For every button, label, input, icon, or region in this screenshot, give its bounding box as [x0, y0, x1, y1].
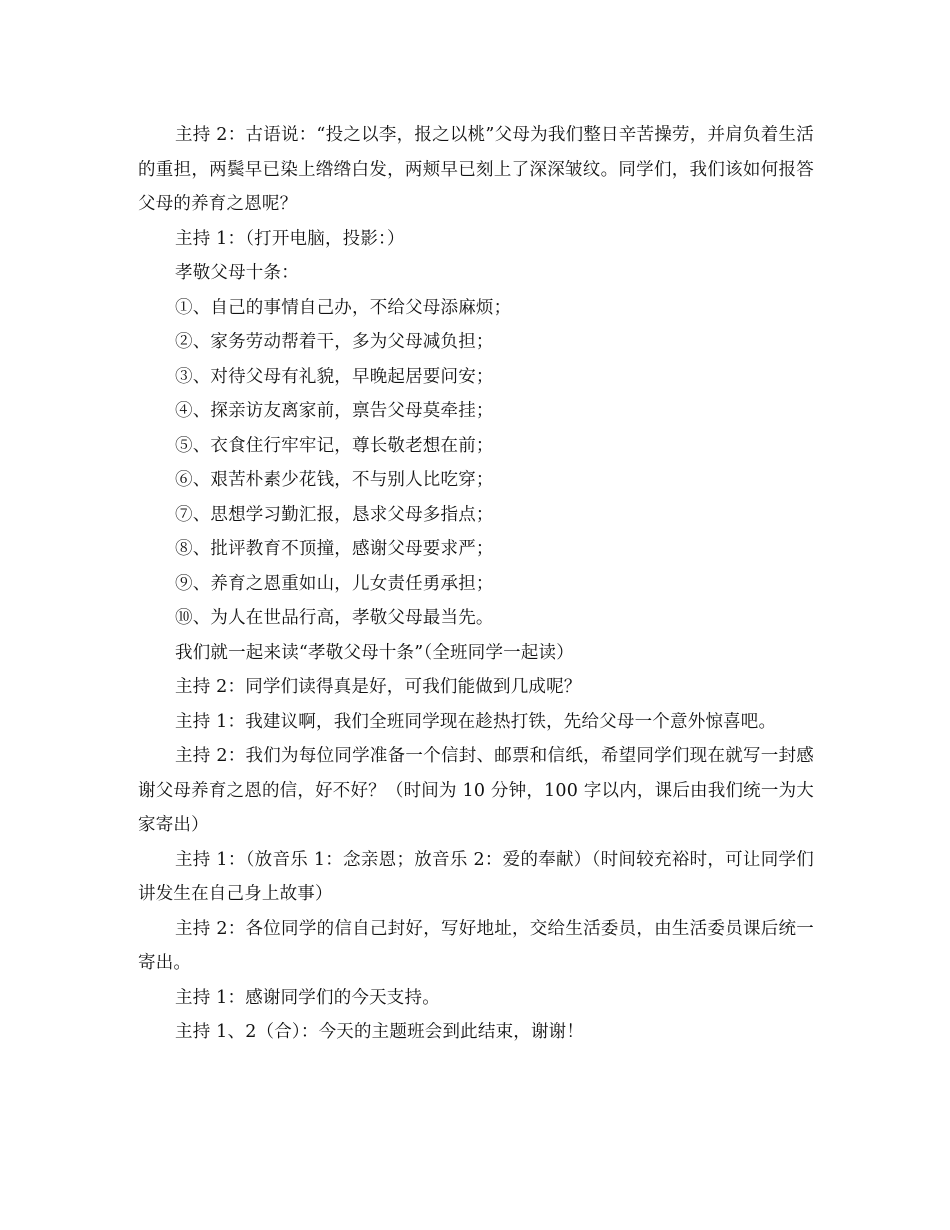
paragraph-host2-proverb: 主持 2：古语说：“投之以李，报之以桃”父母为我们整日辛苦操劳，并肩负着生活的重担，两鬓早已染上绺绺白发，两颊早已刻上了深深皱纹。同学们，我们该如何报答父母的养育之恩呢？ [138, 125, 814, 214]
list-item-2: ②、家务劳动帮着干，多为父母减负担； [175, 332, 494, 352]
list-item-3: ③、对待父母有礼貌，早晚起居要问安； [175, 366, 494, 387]
list-item-4: ④、探亲访友离家前，禀告父母莫牵挂； [175, 401, 494, 421]
paragraph-host1-thanks: 主持 1：感谢同学们的今天支持。 [175, 987, 440, 1008]
list-item-5: ⑤、衣食住行牢牢记，尊长敬老想在前； [175, 435, 494, 456]
list-item-6: ⑥、艰苦朴素少花钱，不与别人比吃穿； [175, 470, 494, 490]
paragraph-host2-letter: 主持 2：我们为每位同学准备一个信封、邮票和信纸，希望同学们现在就写一封感谢父母养育之恩的信，好不好？（时间为 10 分钟，100 字以内，课后由我们统一为大家寄出） [138, 746, 814, 835]
paragraph-host2-send-letters: 主持 2：各位同学的信自己封好，写好地址，交给生活委员，由生活委员课后统一寄出。 [138, 918, 814, 973]
list-item-10: ⑩、为人在世品行高，孝敬父母最当先。 [175, 608, 494, 628]
paragraph-host1-music: 主持 1：（放音乐 1：念亲恩；放音乐 2：爱的奉献）（时间较充裕时，可让同学们讲发生在自己身上故事） [138, 849, 814, 904]
paragraph-closing: 主持 1、2（合）：今天的主题班会到此结束，谢谢！ [175, 1022, 585, 1042]
paragraph-host1-suggestion: 主持 1：我建议啊，我们全班同学现在趁热打铁，先给父母一个意外惊喜吧。 [175, 711, 777, 732]
list-item-9: ⑨、养育之恩重如山，儿女责任勇承担； [175, 573, 494, 594]
document-body [138, 118, 814, 1050]
paragraph-host1-open-computer: 主持 1：（打开电脑，投影：） [175, 228, 405, 249]
list-item-7: ⑦、思想学习勤汇报，恳求父母多指点； [175, 504, 494, 525]
paragraph-host2-question: 主持 2：同学们读得真是好，可我们能做到几成呢？ [175, 677, 582, 697]
list-item-1: ①、自己的事情自己办，不给父母添麻烦； [175, 297, 512, 318]
list-item-8: ⑧、批评教育不顶撞，感谢父母要求严； [175, 539, 494, 559]
paragraph-list-heading: 孝敬父母十条： [175, 263, 299, 283]
paragraph-read-together: 我们就一起来读“孝敬父母十条”（全班同学一起读） [175, 642, 574, 663]
